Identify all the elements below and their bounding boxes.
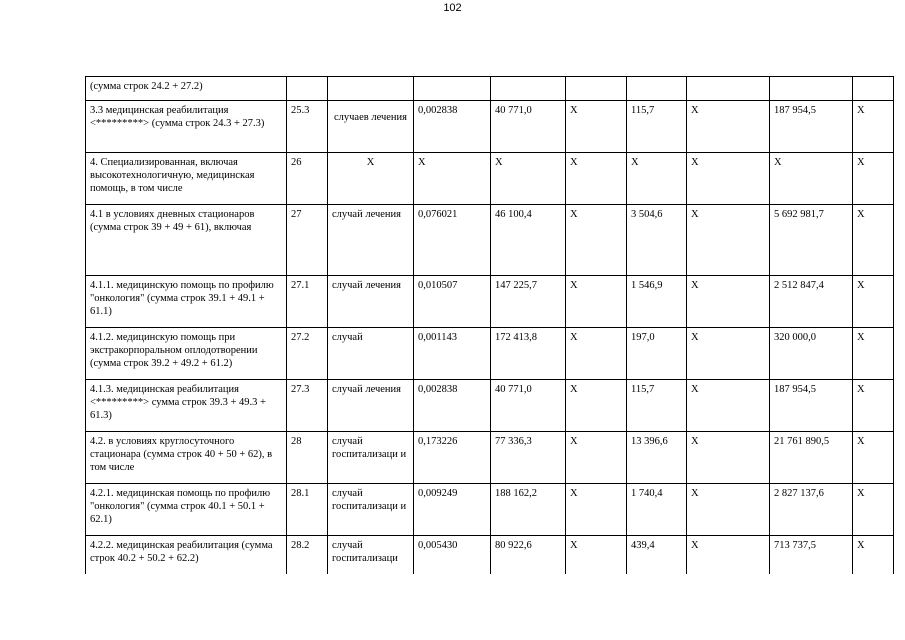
- row-value: 77 336,3: [491, 432, 566, 484]
- row-code: 28.1: [287, 484, 328, 536]
- row-code: 25.3: [287, 101, 328, 153]
- row-unit: [328, 77, 414, 101]
- row-value: 3 504,6: [627, 205, 687, 276]
- row-value: 40 771,0: [491, 380, 566, 432]
- row-code: 27: [287, 205, 328, 276]
- row-value: 0,001143: [414, 328, 491, 380]
- row-value: 1 546,9: [627, 276, 687, 328]
- table-row: [86, 276, 894, 328]
- row-name: 4.1.2. медицинскую помощь при экстракорпоральном оплодотворении (сумма строк 39.2 + 49.2 + 61.2): [86, 328, 287, 380]
- row-value: X: [687, 432, 770, 484]
- row-value: X: [566, 484, 627, 536]
- financing-table: [85, 76, 894, 574]
- row-value: X: [687, 101, 770, 153]
- row-unit: случай лечения: [328, 205, 414, 276]
- row-unit: случай лечения: [328, 276, 414, 328]
- row-value: [627, 77, 687, 101]
- row-value: [770, 77, 853, 101]
- row-value: [566, 77, 627, 101]
- row-value: 187 954,5: [770, 101, 853, 153]
- row-code: 26: [287, 153, 328, 205]
- row-value: X: [566, 536, 627, 574]
- row-value: 187 954,5: [770, 380, 853, 432]
- row-value: X: [770, 153, 853, 205]
- row-value: [414, 77, 491, 101]
- row-name: 4.1 в условиях дневных стационаров (сумма строк 39 + 49 + 61), включая: [86, 205, 287, 276]
- row-value: X: [566, 432, 627, 484]
- row-value: X: [566, 276, 627, 328]
- row-value: 1 740,4: [627, 484, 687, 536]
- row-value: X: [566, 380, 627, 432]
- row-value: 0,076021: [414, 205, 491, 276]
- table-row: [86, 77, 894, 101]
- table-row: [86, 328, 894, 380]
- row-value: 188 162,2: [491, 484, 566, 536]
- row-value: 713 737,5: [770, 536, 853, 574]
- row-value: X: [853, 380, 894, 432]
- row-value: X: [687, 380, 770, 432]
- row-value: X: [627, 153, 687, 205]
- row-unit: X: [328, 153, 414, 205]
- row-value: 0,173226: [414, 432, 491, 484]
- row-code: [287, 77, 328, 101]
- row-value: X: [687, 484, 770, 536]
- row-value: 0,002838: [414, 380, 491, 432]
- row-value: 46 100,4: [491, 205, 566, 276]
- row-value: X: [566, 101, 627, 153]
- row-unit: случай госпитализаци и: [328, 432, 414, 484]
- row-name: 3.3 медицинская реабилитация <*********> (сумма строк 24.3 + 27.3): [86, 101, 287, 153]
- row-value: X: [687, 328, 770, 380]
- row-value: [491, 77, 566, 101]
- table-row: [86, 484, 894, 536]
- row-value: X: [853, 101, 894, 153]
- row-value: X: [687, 205, 770, 276]
- row-code: 27.1: [287, 276, 328, 328]
- row-name: (сумма строк 24.2 + 27.2): [86, 77, 287, 101]
- row-name: 4.2. в условиях круглосуточного стационара (сумма строк 40 + 50 + 62), в том числе: [86, 432, 287, 484]
- table-row: [86, 205, 894, 276]
- row-value: 197,0: [627, 328, 687, 380]
- row-value: X: [414, 153, 491, 205]
- row-value: 0,009249: [414, 484, 491, 536]
- row-value: 0,010507: [414, 276, 491, 328]
- table-row: [86, 153, 894, 205]
- row-name: 4. Специализированная, включая высокотехнологичную, медицинская помощь, в том числе: [86, 153, 287, 205]
- row-value: X: [566, 153, 627, 205]
- row-value: 13 396,6: [627, 432, 687, 484]
- row-value: [687, 77, 770, 101]
- row-value: 2 827 137,6: [770, 484, 853, 536]
- row-code: 27.2: [287, 328, 328, 380]
- row-code: 28: [287, 432, 328, 484]
- page-number: 102: [443, 2, 462, 14]
- row-unit: случай госпитализаци и: [328, 484, 414, 536]
- row-code: 28.2: [287, 536, 328, 574]
- row-name: 4.2.1. медицинская помощь по профилю "онкология" (сумма строк 40.1 + 50.1 + 62.1): [86, 484, 287, 536]
- row-value: X: [853, 276, 894, 328]
- table-row: [86, 380, 894, 432]
- row-code: 27.3: [287, 380, 328, 432]
- row-value: X: [853, 432, 894, 484]
- row-value: 147 225,7: [491, 276, 566, 328]
- row-value: 320 000,0: [770, 328, 853, 380]
- row-name: 4.2.2. медицинская реабилитация (сумма строк 40.2 + 50.2 + 62.2): [86, 536, 287, 574]
- row-value: [853, 77, 894, 101]
- row-value: 40 771,0: [491, 101, 566, 153]
- row-unit: случай госпитализаци: [328, 536, 414, 574]
- table-row: [86, 101, 894, 153]
- row-value: 115,7: [627, 101, 687, 153]
- row-value: X: [853, 328, 894, 380]
- row-name: 4.1.1. медицинскую помощь по профилю "онкология" (сумма строк 39.1 + 49.1 + 61.1): [86, 276, 287, 328]
- row-value: X: [566, 328, 627, 380]
- row-value: X: [687, 536, 770, 574]
- row-unit: случаев лечения: [328, 101, 414, 153]
- row-value: 0,005430: [414, 536, 491, 574]
- row-value: 80 922,6: [491, 536, 566, 574]
- row-unit: случай лечения: [328, 380, 414, 432]
- row-value: 439,4: [627, 536, 687, 574]
- row-value: 172 413,8: [491, 328, 566, 380]
- row-value: X: [853, 153, 894, 205]
- row-value: X: [687, 276, 770, 328]
- row-value: 2 512 847,4: [770, 276, 853, 328]
- row-value: X: [566, 205, 627, 276]
- table-row: [86, 536, 894, 574]
- row-value: X: [687, 153, 770, 205]
- row-value: X: [853, 205, 894, 276]
- row-value: 21 761 890,5: [770, 432, 853, 484]
- row-value: X: [853, 536, 894, 574]
- row-unit: случай: [328, 328, 414, 380]
- row-value: 0,002838: [414, 101, 491, 153]
- row-value: 5 692 981,7: [770, 205, 853, 276]
- row-value: 115,7: [627, 380, 687, 432]
- table-row: [86, 432, 894, 484]
- row-value: X: [853, 484, 894, 536]
- row-value: X: [491, 153, 566, 205]
- row-name: 4.1.3. медицинская реабилитация <*********> сумма строк 39.3 + 49.3 + 61.3): [86, 380, 287, 432]
